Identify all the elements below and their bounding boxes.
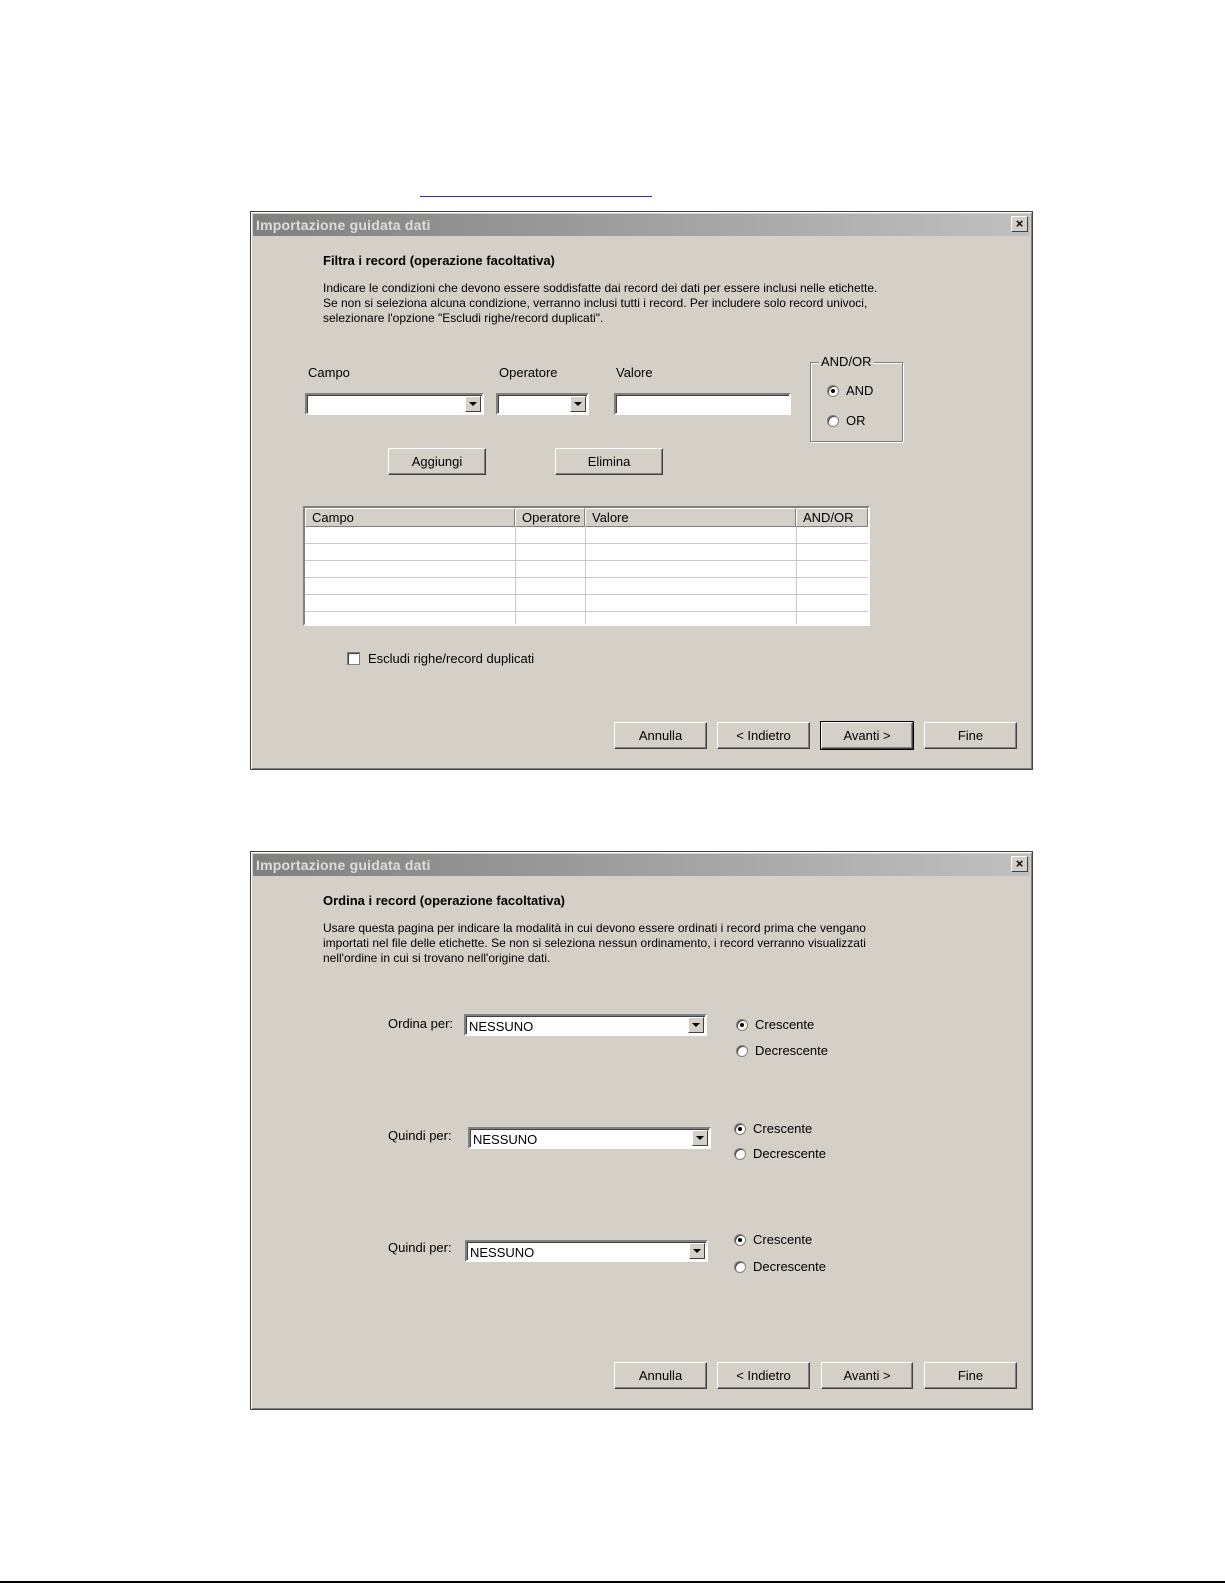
sort-3-ascending-radio[interactable] [734,1234,746,1246]
list-row[interactable] [305,578,868,595]
sort-1-ascending-label: Crescente [755,1017,815,1032]
chevron-down-icon[interactable] [688,1017,704,1033]
field-label: Campo [308,365,350,380]
column-header-field[interactable]: Campo [305,508,515,527]
hyperlink-underline[interactable] [420,196,652,197]
chevron-down-icon[interactable] [570,396,586,412]
sort-2-ascending-label: Crescente [753,1121,813,1136]
list-row[interactable] [305,595,868,612]
sort-2-ascending-radio[interactable] [734,1123,746,1135]
sort-2-descending-label: Decrescente [753,1146,826,1161]
sort-3-descending-label: Decrescente [753,1259,826,1274]
window-title: Importazione guidata dati [256,217,431,233]
sort-3-ascending-label: Crescente [753,1232,813,1247]
close-icon[interactable]: × [1011,216,1028,232]
then-by-combobox[interactable] [465,1240,708,1262]
back-button[interactable]: < Indietro [717,1362,810,1389]
column-header-value[interactable]: Valore [585,508,796,527]
sort-1-descending-radio[interactable] [736,1045,748,1057]
sort-3-descending-radio[interactable] [734,1261,746,1273]
operator-label: Operatore [499,365,558,380]
list-row[interactable] [305,527,868,544]
then-by-label: Quindi per: [388,1128,452,1143]
window-title: Importazione guidata dati [256,857,431,873]
import-wizard-filter-dialog [250,211,1033,770]
title-bar [253,214,1030,236]
then-by-combobox-value: NESSUNO [470,1245,535,1260]
operator-combobox[interactable] [496,393,589,415]
title-bar [253,854,1030,876]
column-divider [796,527,797,624]
add-button[interactable]: Aggiungi [388,448,486,475]
and-radio[interactable] [827,385,839,397]
page-heading: Ordina i record (operazione facoltativa) [323,893,565,908]
chevron-down-icon[interactable] [465,396,481,412]
field-combobox[interactable] [305,393,484,415]
sort-by-combobox[interactable] [464,1014,707,1036]
conditions-list[interactable] [303,506,870,626]
or-radio-label: OR [846,413,866,428]
column-header-andor[interactable]: AND/OR [796,508,868,527]
column-divider [585,527,586,624]
value-label: Valore [616,365,653,380]
chevron-down-icon[interactable] [689,1243,705,1259]
page-bottom-rule [0,1581,1225,1583]
sort-2-descending-radio[interactable] [734,1148,746,1160]
page-heading: Filtra i record (operazione facoltativa) [323,253,555,268]
column-divider [515,527,516,624]
delete-button[interactable]: Elimina [555,448,663,475]
value-input[interactable] [614,393,791,415]
cancel-button[interactable]: Annulla [614,1362,707,1389]
and-radio-label: AND [846,383,874,398]
then-by-combobox[interactable] [468,1127,711,1149]
sort-by-combobox-value: NESSUNO [469,1019,534,1034]
cancel-button[interactable]: Annulla [614,722,707,749]
finish-button[interactable]: Fine [924,1362,1017,1389]
or-radio[interactable] [827,415,839,427]
next-button[interactable]: Avanti > [821,722,913,749]
sort-1-descending-label: Decrescente [755,1043,828,1058]
close-icon[interactable]: × [1011,856,1028,872]
page-description: Usare questa pagina per indicare la modalità in cui devono essere ordinati i record prima che vengano importati nel file delle etichette. Se non si seleziona nessun ordinamento, i record verranno visualizzati nell'ordine in cui si trovano nell'origine dati. [323,921,866,965]
exclude-duplicates-checkbox[interactable] [347,652,360,665]
finish-button[interactable]: Fine [924,722,1017,749]
next-button[interactable]: Avanti > [821,1362,913,1389]
then-by-label: Quindi per: [388,1240,452,1255]
import-wizard-sort-dialog [250,851,1033,1410]
list-row[interactable] [305,544,868,561]
column-header-operator[interactable]: Operatore [515,508,585,527]
sort-by-label: Ordina per: [388,1016,454,1031]
list-row[interactable] [305,561,868,578]
andor-group-label: AND/OR [821,354,872,369]
chevron-down-icon[interactable] [692,1130,708,1146]
andor-groupbox [810,354,903,442]
back-button[interactable]: < Indietro [717,722,810,749]
then-by-combobox-value: NESSUNO [473,1132,538,1147]
sort-1-ascending-radio[interactable] [736,1019,748,1031]
page-description: Indicare le condizioni che devono essere soddisfatte dai record dei dati per essere inclusi nelle etichette. Se non si seleziona alcuna condizione, verranno inclusi tutti i record. Per includere solo record univoci, selezionare l'opzione "Escludi righe/record duplicati". [323,281,878,325]
exclude-duplicates-label: Escludi righe/record duplicati [368,651,535,666]
